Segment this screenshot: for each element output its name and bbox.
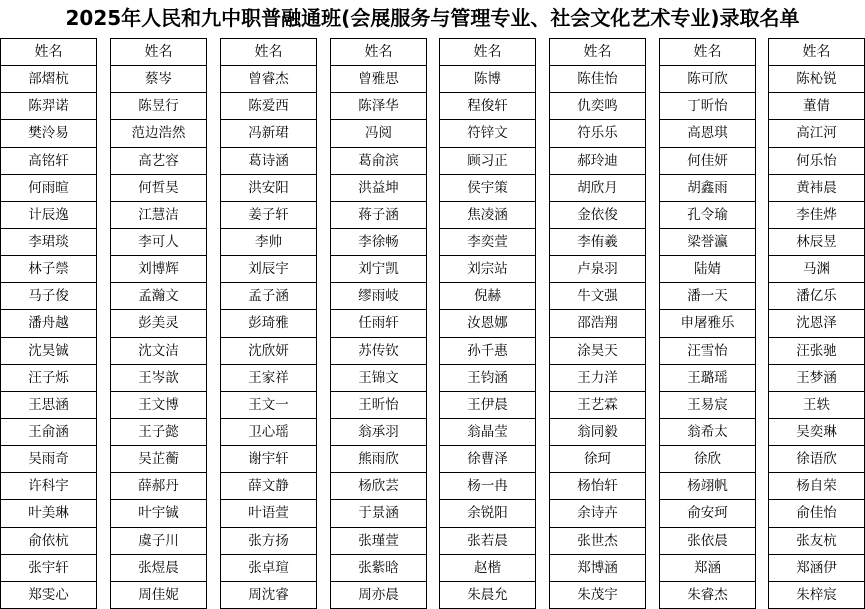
name-cell: 刘宁凯 bbox=[331, 256, 427, 283]
name-cell: 金依俊 bbox=[550, 202, 646, 229]
name-cell: 彭琦雅 bbox=[221, 310, 317, 337]
name-cell: 于景涵 bbox=[331, 500, 427, 527]
column-header: 姓名 bbox=[660, 39, 756, 66]
name-cell: 张煜晨 bbox=[111, 555, 207, 582]
name-cell: 邵浩翔 bbox=[550, 310, 646, 337]
name-cell: 冯阅 bbox=[331, 120, 427, 147]
column-header: 姓名 bbox=[440, 39, 536, 66]
name-cell: 李佳烨 bbox=[769, 202, 865, 229]
name-cell: 吴奕琳 bbox=[769, 419, 865, 446]
name-cell: 李珺琰 bbox=[1, 229, 97, 256]
name-cell: 杨翊帆 bbox=[660, 473, 756, 500]
name-cell: 沈恩泽 bbox=[769, 310, 865, 337]
name-cell: 涂昊天 bbox=[550, 338, 646, 365]
name-cell: 陈杺锐 bbox=[769, 66, 865, 93]
name-cell: 李可人 bbox=[111, 229, 207, 256]
name-cell: 张瑾萱 bbox=[331, 528, 427, 555]
name-cell: 周沈睿 bbox=[221, 582, 317, 609]
name-cell: 潘舟越 bbox=[1, 310, 97, 337]
name-columns bbox=[0, 36, 865, 609]
name-column bbox=[659, 38, 756, 609]
column-header: 姓名 bbox=[111, 39, 207, 66]
name-cell: 陈昱行 bbox=[111, 93, 207, 120]
name-cell: 林子禜 bbox=[1, 256, 97, 283]
name-cell: 葛俞滨 bbox=[331, 148, 427, 175]
name-cell: 卫心瑶 bbox=[221, 419, 317, 446]
name-cell: 刘博辉 bbox=[111, 256, 207, 283]
name-cell: 潘一天 bbox=[660, 283, 756, 310]
name-cell: 王力洋 bbox=[550, 365, 646, 392]
name-cell: 周亦晨 bbox=[331, 582, 427, 609]
name-cell: 许科宇 bbox=[1, 473, 97, 500]
name-cell: 何乐怡 bbox=[769, 148, 865, 175]
name-cell: 卢泉羽 bbox=[550, 256, 646, 283]
name-cell: 杨怡轩 bbox=[550, 473, 646, 500]
name-cell: 王家祥 bbox=[221, 365, 317, 392]
name-cell: 叶宇铖 bbox=[111, 500, 207, 527]
name-cell: 符锌文 bbox=[440, 120, 536, 147]
name-cell: 彭美灵 bbox=[111, 310, 207, 337]
name-column bbox=[330, 38, 427, 609]
name-cell: 汪雪怡 bbox=[660, 338, 756, 365]
name-cell: 马子俊 bbox=[1, 283, 97, 310]
name-cell: 倪赫 bbox=[440, 283, 536, 310]
name-cell: 梁誉瀛 bbox=[660, 229, 756, 256]
name-cell: 徐欣 bbox=[660, 446, 756, 473]
name-cell: 王锦文 bbox=[331, 365, 427, 392]
name-cell: 高艺容 bbox=[111, 148, 207, 175]
name-cell: 朱晨允 bbox=[440, 582, 536, 609]
name-cell: 刘宗站 bbox=[440, 256, 536, 283]
name-cell: 孙千惠 bbox=[440, 338, 536, 365]
name-cell: 王俞涵 bbox=[1, 419, 97, 446]
name-cell: 汪子烁 bbox=[1, 365, 97, 392]
name-cell: 张方扬 bbox=[221, 528, 317, 555]
name-cell: 陈泽华 bbox=[331, 93, 427, 120]
name-cell: 胡欣月 bbox=[550, 175, 646, 202]
name-cell: 余锐阳 bbox=[440, 500, 536, 527]
name-cell: 叶语萱 bbox=[221, 500, 317, 527]
name-cell: 王璐瑶 bbox=[660, 365, 756, 392]
name-cell: 翁承羽 bbox=[331, 419, 427, 446]
name-cell: 李侑羲 bbox=[550, 229, 646, 256]
name-column bbox=[439, 38, 536, 609]
name-cell: 杨自荣 bbox=[769, 473, 865, 500]
name-cell: 孔令瑜 bbox=[660, 202, 756, 229]
name-cell: 俞佳怡 bbox=[769, 500, 865, 527]
name-cell: 陈爱西 bbox=[221, 93, 317, 120]
name-cell: 曾睿杰 bbox=[221, 66, 317, 93]
name-cell: 虞子川 bbox=[111, 528, 207, 555]
name-cell: 高江河 bbox=[769, 120, 865, 147]
name-cell: 陈博 bbox=[440, 66, 536, 93]
name-cell: 符乐乐 bbox=[550, 120, 646, 147]
name-cell: 李奕萱 bbox=[440, 229, 536, 256]
name-cell: 姜子轩 bbox=[221, 202, 317, 229]
name-cell: 叶美琳 bbox=[1, 500, 97, 527]
name-cell: 孟瀚文 bbox=[111, 283, 207, 310]
name-cell: 吴芷蘅 bbox=[111, 446, 207, 473]
name-cell: 林辰昱 bbox=[769, 229, 865, 256]
name-cell: 张紫晗 bbox=[331, 555, 427, 582]
name-cell: 董倩 bbox=[769, 93, 865, 120]
name-cell: 程俊轩 bbox=[440, 93, 536, 120]
name-cell: 汝恩娜 bbox=[440, 310, 536, 337]
name-cell: 翁希太 bbox=[660, 419, 756, 446]
name-cell: 郑涵 bbox=[660, 555, 756, 582]
name-cell: 潘亿乐 bbox=[769, 283, 865, 310]
name-cell: 赵楷 bbox=[440, 555, 536, 582]
name-cell: 苏传钦 bbox=[331, 338, 427, 365]
name-cell: 何哲昊 bbox=[111, 175, 207, 202]
name-column bbox=[549, 38, 646, 609]
name-cell: 朱梓宸 bbox=[769, 582, 865, 609]
name-cell: 任雨轩 bbox=[331, 310, 427, 337]
name-cell: 洪安阳 bbox=[221, 175, 317, 202]
name-cell: 汪张驰 bbox=[769, 338, 865, 365]
name-cell: 郑博涵 bbox=[550, 555, 646, 582]
name-cell: 洪益坤 bbox=[331, 175, 427, 202]
name-cell: 孟子涵 bbox=[221, 283, 317, 310]
name-cell: 蔡岑 bbox=[111, 66, 207, 93]
name-cell: 陆婧 bbox=[660, 256, 756, 283]
name-cell: 葛诗涵 bbox=[221, 148, 317, 175]
name-cell: 谢宇轩 bbox=[221, 446, 317, 473]
name-cell: 周佳妮 bbox=[111, 582, 207, 609]
name-cell: 王艺霖 bbox=[550, 392, 646, 419]
name-cell: 陈佳怡 bbox=[550, 66, 646, 93]
name-cell: 何雨暄 bbox=[1, 175, 97, 202]
name-cell: 王钧涵 bbox=[440, 365, 536, 392]
name-cell: 蒋子涵 bbox=[331, 202, 427, 229]
name-cell: 翁晶莹 bbox=[440, 419, 536, 446]
column-header: 姓名 bbox=[769, 39, 865, 66]
name-cell: 薛郝丹 bbox=[111, 473, 207, 500]
name-cell: 王易宸 bbox=[660, 392, 756, 419]
name-cell: 王子懿 bbox=[111, 419, 207, 446]
column-header: 姓名 bbox=[331, 39, 427, 66]
name-cell: 张世杰 bbox=[550, 528, 646, 555]
name-cell: 黄袆晨 bbox=[769, 175, 865, 202]
name-cell: 王文一 bbox=[221, 392, 317, 419]
name-cell: 俞安珂 bbox=[660, 500, 756, 527]
name-cell: 王文博 bbox=[111, 392, 207, 419]
name-cell: 陈羿诺 bbox=[1, 93, 97, 120]
column-header: 姓名 bbox=[221, 39, 317, 66]
name-cell: 吴雨奇 bbox=[1, 446, 97, 473]
name-column bbox=[110, 38, 207, 609]
name-cell: 缪雨岐 bbox=[331, 283, 427, 310]
name-cell: 沈昊铖 bbox=[1, 338, 97, 365]
name-cell: 杨欣芸 bbox=[331, 473, 427, 500]
name-cell: 郑涵伊 bbox=[769, 555, 865, 582]
name-cell: 李徐畅 bbox=[331, 229, 427, 256]
name-cell: 胡鑫雨 bbox=[660, 175, 756, 202]
name-cell: 江慧洁 bbox=[111, 202, 207, 229]
name-cell: 朱茂宇 bbox=[550, 582, 646, 609]
name-cell: 朱睿杰 bbox=[660, 582, 756, 609]
name-cell: 冯新珺 bbox=[221, 120, 317, 147]
name-cell: 牛文强 bbox=[550, 283, 646, 310]
name-cell: 陈可欣 bbox=[660, 66, 756, 93]
name-cell: 王伊晨 bbox=[440, 392, 536, 419]
name-cell: 刘辰宇 bbox=[221, 256, 317, 283]
name-cell: 李帅 bbox=[221, 229, 317, 256]
column-header: 姓名 bbox=[550, 39, 646, 66]
name-cell: 马渊 bbox=[769, 256, 865, 283]
name-cell: 杨一冉 bbox=[440, 473, 536, 500]
name-cell: 曾雅思 bbox=[331, 66, 427, 93]
name-cell: 何佳妍 bbox=[660, 148, 756, 175]
name-cell: 仇奕鸣 bbox=[550, 93, 646, 120]
name-cell: 丁昕怡 bbox=[660, 93, 756, 120]
name-cell: 张友杭 bbox=[769, 528, 865, 555]
name-cell: 张宇轩 bbox=[1, 555, 97, 582]
name-cell: 沈欣妍 bbox=[221, 338, 317, 365]
name-cell: 余诗卉 bbox=[550, 500, 646, 527]
name-cell: 焦凌涵 bbox=[440, 202, 536, 229]
name-column bbox=[220, 38, 317, 609]
name-cell: 王昕怡 bbox=[331, 392, 427, 419]
name-cell: 徐语欣 bbox=[769, 446, 865, 473]
name-cell: 徐珂 bbox=[550, 446, 646, 473]
name-column bbox=[768, 38, 865, 609]
page-title: 2025年人民和九中职普融通班(会展服务与管理专业、社会文化艺术专业)录取名单 bbox=[65, 6, 800, 30]
name-cell: 王梦涵 bbox=[769, 365, 865, 392]
name-column bbox=[0, 38, 97, 609]
name-cell: 部熠杭 bbox=[1, 66, 97, 93]
name-cell: 郝玲迪 bbox=[550, 148, 646, 175]
name-cell: 侯宇策 bbox=[440, 175, 536, 202]
name-cell: 张依晨 bbox=[660, 528, 756, 555]
name-cell: 薛文静 bbox=[221, 473, 317, 500]
name-cell: 高铭轩 bbox=[1, 148, 97, 175]
name-cell: 张若晨 bbox=[440, 528, 536, 555]
name-cell: 俞依杭 bbox=[1, 528, 97, 555]
name-cell: 顾习正 bbox=[440, 148, 536, 175]
name-cell: 范边浩然 bbox=[111, 120, 207, 147]
name-cell: 翁同毅 bbox=[550, 419, 646, 446]
column-header: 姓名 bbox=[1, 39, 97, 66]
name-cell: 申屠雅乐 bbox=[660, 310, 756, 337]
name-cell: 张卓瑄 bbox=[221, 555, 317, 582]
name-cell: 王轶 bbox=[769, 392, 865, 419]
name-cell: 郑雯心 bbox=[1, 582, 97, 609]
name-cell: 计辰逸 bbox=[1, 202, 97, 229]
name-cell: 王思涵 bbox=[1, 392, 97, 419]
name-cell: 王岑歆 bbox=[111, 365, 207, 392]
name-cell: 熊雨欣 bbox=[331, 446, 427, 473]
name-cell: 徐曹泽 bbox=[440, 446, 536, 473]
name-cell: 高恩琪 bbox=[660, 120, 756, 147]
name-cell: 沈文洁 bbox=[111, 338, 207, 365]
name-cell: 樊泠易 bbox=[1, 120, 97, 147]
